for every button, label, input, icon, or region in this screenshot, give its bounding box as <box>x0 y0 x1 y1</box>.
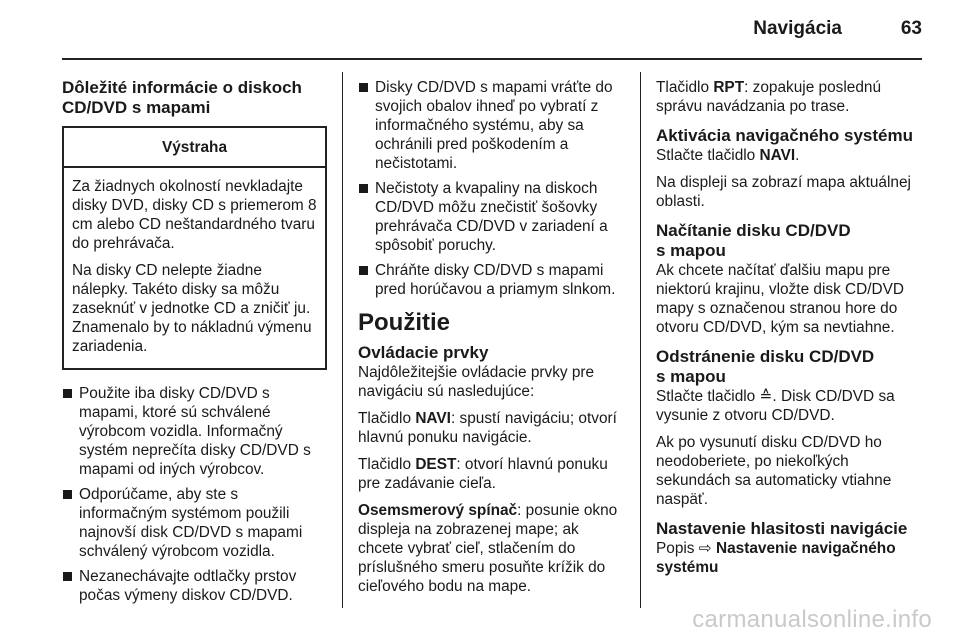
dest-key: DEST <box>415 456 457 473</box>
warning-box <box>62 126 327 370</box>
navi-key: NAVI <box>415 410 451 427</box>
heading-line: Načítanie disku CD/DVD <box>656 221 851 240</box>
bullet-item: Nečistoty a kvapaliny na diskoch CD/DVD môžu znečistiť šošovky prehrávača CD/DVD v zariadení a spôsobiť poruchy. <box>358 179 626 255</box>
warning-paragraph: Za žiadnych okolností nevkladajte disky DVD, disky CD s priemerom 8 cm alebo CD neštandardného tvaru do prehrávača. <box>72 178 317 252</box>
watermark: carmanualsonline.info <box>692 606 932 633</box>
column-divider-2 <box>640 72 641 608</box>
bullet-item: Disky CD/DVD s mapami vráťte do svojich obalov ihneď po vybratí z informačného systému, aby sa ochránili pred poškodením a nečistotami. <box>358 78 626 173</box>
warning-paragraph: Na disky CD nelepte žiadne nálepky. Takéto disky sa môžu zaseknúť v jednotke CD a zničiť ju. Znamenalo by to nákladnú výmenu zariadenia. <box>72 262 312 355</box>
dest-text: : otvorí hlavnú ponuku pre zadávanie cieľa. <box>358 456 608 492</box>
volume-reference <box>656 539 924 577</box>
switch-description <box>358 501 626 596</box>
column-divider-1 <box>342 72 343 608</box>
header-divider <box>62 58 922 60</box>
text-prefix: Tlačidlo <box>358 456 416 473</box>
remove-disc-paragraph: Ak po vysunutí disku CD/DVD ho neodoberiete, po niekoľkých sekundách sa automaticky vtiahne naspäť. <box>656 434 892 508</box>
activation-key: NAVI <box>759 147 796 164</box>
heading-line: Odstránenie disku CD/DVD <box>656 347 875 366</box>
heading-line: Dôležité informácie o diskoch <box>62 78 302 97</box>
volume-link[interactable]: Nastavenie navigačného systému <box>656 540 896 576</box>
volume-heading: Nastavenie hlasitosti navigácie <box>656 519 908 538</box>
bullet-item: Nezanechávajte odtlačky prstov počas výmeny diskov CD/DVD. <box>62 567 327 605</box>
controls-heading: Ovládacie prvky <box>358 343 489 362</box>
bullet-item: Odporúčame, aby ste s informačným systémom použili najnovší disk CD/DVD s mapami schválený výrobcom vozidla. <box>62 485 327 561</box>
load-disc-heading <box>656 221 924 261</box>
arrow-right-icon: ⇨ <box>698 540 712 557</box>
heading-line: s mapou <box>656 367 726 386</box>
remove-disc-heading <box>656 347 924 387</box>
switch-key: Osemsmerový spínač <box>358 502 518 519</box>
text-suffix: . <box>795 147 800 164</box>
activation-text <box>656 146 924 165</box>
text-prefix: Tlačidlo <box>656 79 714 96</box>
eject-icon: ≙ <box>759 388 773 405</box>
rpt-text: : zopakuje poslednú správu navádzania po trase. <box>656 79 882 115</box>
dest-description <box>358 455 626 493</box>
heading-line: CD/DVD s mapami <box>62 98 211 117</box>
heading-line: s mapou <box>656 241 726 260</box>
switch-text: : posunie okno displeja na zobrazenej mape; ak chcete vybrať cieľ, stlačením do príslušného smeru posuňte krížik do cieľového bodu na mape. <box>358 502 618 595</box>
disc-info-heading <box>62 78 327 118</box>
rpt-description <box>656 78 924 116</box>
text-prefix: Stlačte tlačidlo <box>656 147 760 164</box>
navi-description <box>358 409 626 447</box>
remove-disc-text <box>656 387 924 425</box>
load-disc-text: Ak chcete načítať ďalšiu mapu pre niektorú krajinu, vložte disk CD/DVD mapy s označenou stranou hore do otvoru CD/DVD, kým sa nevtiahne. <box>656 262 905 336</box>
text-suffix: . Disk CD/DVD sa vysunie z otvoru CD/DVD. <box>656 388 895 424</box>
activation-paragraph: Na displeji sa zobrazí mapa aktuálnej oblasti. <box>656 174 911 210</box>
text-prefix: Tlačidlo <box>358 410 416 427</box>
warning-title: Výstraha <box>64 128 325 168</box>
rpt-key: RPT <box>713 79 745 96</box>
text-prefix: Popis <box>656 540 699 557</box>
column-2 <box>358 78 626 604</box>
text-prefix: Stlačte tlačidlo <box>656 388 760 405</box>
column-3 <box>656 78 924 585</box>
warning-body <box>64 168 325 368</box>
bullet-item: Chráňte disky CD/DVD s mapami pred horúčavou a priamym slnkom. <box>358 261 626 299</box>
column-1 <box>62 78 327 611</box>
bullet-item: Použite iba disky CD/DVD s mapami, ktoré sú schválené výrobcom vozidla. Informačný systém neprečíta disky CD/DVD s mapami od iných výrobcov. <box>62 384 327 479</box>
controls-intro: Najdôležitejšie ovládacie prvky pre navigáciu sú nasledujúce: <box>358 364 595 400</box>
activation-heading: Aktivácia navigačného systému <box>656 126 914 145</box>
page-number: 63 <box>900 18 922 39</box>
navi-text: : spustí navigáciu; otvorí hlavnú ponuku navigácie. <box>358 410 617 446</box>
section-title: Navigácia <box>753 18 842 39</box>
usage-title: Použitie <box>358 309 451 336</box>
